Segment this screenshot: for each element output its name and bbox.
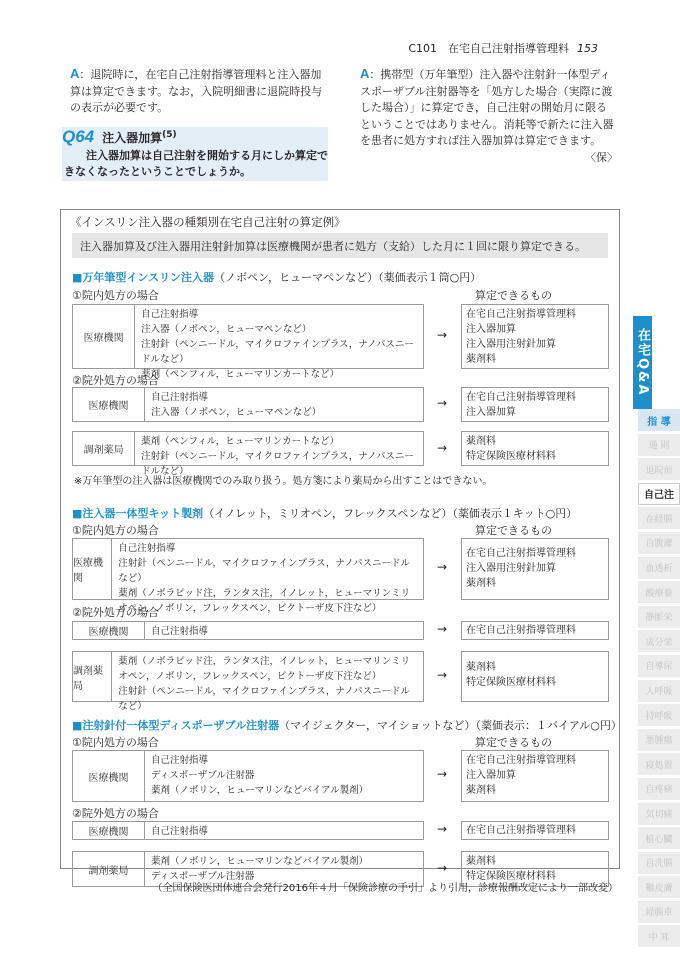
arrow: → <box>437 668 448 682</box>
sidebar-tab[interactable]: 自腹灌 <box>638 532 680 554</box>
line-item: 注射針（ペンニードル，マイクロファインプラス，ナノパスニードルなど） <box>141 451 414 477</box>
line-item: 注射針（ペンニードル，マイクロファインプラス，ナノパスニードルなど） <box>118 558 410 584</box>
sidebar-tab[interactable]: 指 導 <box>638 409 680 431</box>
line-item: 自己注射指導 <box>151 392 209 403</box>
out-box-clinic: 医療機関 自己注射指導 注入器（ノボペン，ヒューマペンなど） <box>72 387 424 422</box>
result-box <box>461 387 609 422</box>
result-box <box>461 821 609 840</box>
answer-1 <box>70 66 332 117</box>
subhead-out: ②院外処方の場合 <box>72 606 159 619</box>
out-box-pharmacy: 調剤薬局 薬剤（ペンフィル，ヒューマリンカートなど） 注射針（ペンニードル，マイクロファインプラス，ナノパスニードルなど） <box>72 431 424 466</box>
line-item: 注入器加算 <box>466 770 516 781</box>
sidebar-tab[interactable]: 中 耳 <box>638 925 680 947</box>
line-item: 薬剤料 <box>466 856 496 867</box>
sidebar-tab[interactable]: 通 則 <box>638 434 680 456</box>
section-title: ■注入器一体型キット製剤（イノレット，ミリオペン，フレックスペンなど）（薬価表示１キット○円） <box>72 507 578 520</box>
subhead-in: ①院内処方の場合 <box>72 524 159 537</box>
line-item: 在宅自己注射指導管理料 <box>466 625 576 636</box>
line-item: 在宅自己注射指導管理料 <box>466 309 576 320</box>
sidebar-tab[interactable]: 人呼吸 <box>638 680 680 702</box>
answer-text: ：携帯型（万年筆型）注入器や注射針一体型ディスポーザブル注射器等を「処方した場合（実際に渡した場合）」に算定でき，自己注射の開始月に限るということではありません。消耗等で新たに注入器を患者に処方すれば注入器加算は算定できます。 <box>360 68 614 147</box>
subhead-out: ②院外処方の場合 <box>72 374 159 387</box>
line-item: 注入器（ノボペン，ヒューマペンなど） <box>151 407 322 418</box>
line-item: 注入器用注射針加算 <box>466 563 556 574</box>
line-item: 注射針（ペンニードル，マイクロファインプラス，ナノパスニードルなど） <box>141 339 414 365</box>
subhead-out: ②院外処方の場合 <box>72 807 159 820</box>
line-item: 自己注射指導 <box>118 543 176 554</box>
subhead-in: ①院内処方の場合 <box>72 289 159 302</box>
in-box: 医療機関 自己注射指導 ディスポーザブル注射器 薬剤（ノボリン，ヒューマリンなどバイアル製剤） <box>72 750 424 802</box>
line-item: 薬剤料 <box>466 662 496 673</box>
answer-text: ：退院時に，在宅自己注射指導管理料と注入器加算は算定できます。なお，入院明細書に退院時投与の表示が必要です。 <box>70 68 323 114</box>
result-box <box>461 304 609 369</box>
sidebar-tab[interactable]: 成分栄 <box>638 630 680 652</box>
page-number: 153 <box>577 42 598 55</box>
line-item: 自己注射指導 <box>151 755 209 766</box>
sidebar-tab[interactable]: 自疼痛 <box>638 778 680 800</box>
source-citation: （全国保険医団体連合会発行2016年４月「保険診療の手引」より引用，診療報酬改定により一部改変） <box>152 883 618 894</box>
arrow: → <box>437 767 448 781</box>
sidebar-tab[interactable]: 退院前 <box>638 458 680 480</box>
result-box <box>461 621 609 640</box>
sidebar-tab[interactable]: 在経腸 <box>638 507 680 529</box>
arrow: → <box>437 822 448 836</box>
answer-mark: A <box>70 66 80 81</box>
sidebar-main-tab[interactable]: 在宅Q&A <box>633 316 652 409</box>
answer-sign: 〈保〉 <box>585 150 618 164</box>
line-item: ディスポーザブル注射器 <box>151 770 255 781</box>
section-title: ■万年筆型インスリン注入器（ノボペン，ヒューマペンなど）（薬価表示１筒○円） <box>72 271 482 284</box>
arrow: → <box>437 861 448 875</box>
arrow: → <box>437 396 448 410</box>
result-box <box>461 750 609 802</box>
sidebar-tab[interactable]: 植心臓 <box>638 827 680 849</box>
line-item: 注入器加算 <box>466 407 516 418</box>
right-header: 算定できるもの <box>475 289 552 302</box>
line-item: 在宅自己注射指導管理料 <box>466 392 576 403</box>
line-item: ディスポーザブル注射器 <box>151 871 255 882</box>
line-item: 在宅自己注射指導管理料 <box>466 755 576 766</box>
line-item: 注入器加算 <box>466 324 516 335</box>
line-item: 特定保険医療材料料 <box>466 677 556 688</box>
right-header: 算定できるもの <box>475 524 552 537</box>
line-item: 在宅自己注射指導管理料 <box>466 825 576 836</box>
sidebar-tab[interactable]: 自己注 <box>638 483 680 505</box>
result-box <box>461 651 609 702</box>
in-box: 医療機関 自己注射指導 注入器（ノボペン，ヒューマペンなど） 注射針（ペンニードル，マイクロファインプラス，ナノパスニードルなど） 薬剤（ペンフィル，ヒューマリンカートなど） <box>72 304 424 369</box>
sidebar <box>633 316 680 950</box>
line-item: 特定保険医療材料料 <box>466 871 556 882</box>
line-item: 薬剤（ノボリン，ヒューマリンなどバイアル製剤） <box>151 856 369 867</box>
line-item: 薬剤料 <box>466 785 496 796</box>
line-item: 薬剤料 <box>466 578 496 589</box>
question-number: Q64 <box>62 127 95 146</box>
line-item: 注入器（ノボペン，ヒューマペンなど） <box>141 324 312 335</box>
sidebar-tab[interactable]: 血透析 <box>638 557 680 579</box>
question-text: 注入器加算は自己注射を開始する月にしか算定できなくなったということでしょうか。 <box>64 149 328 178</box>
line-item: 自己注射指導 <box>141 309 199 320</box>
out-box-pharmacy: 調剤薬局 薬剤（ノボリン，ヒューマリンなどバイアル製剤） ディスポーザブル注射器 <box>72 851 424 887</box>
header-section: C101 在宅自己注射指導管理料 <box>408 42 569 55</box>
running-header <box>408 40 598 56</box>
sidebar-tab[interactable]: 気切痛 <box>638 803 680 825</box>
line-item: 薬剤（ノボリン，ヒューマリンなどバイアル製剤） <box>151 785 369 796</box>
line-item: 在宅自己注射指導管理料 <box>466 548 576 559</box>
line-item: 注入器用注射針加算 <box>466 339 556 350</box>
sidebar-tab[interactable]: 経腸車 <box>638 901 680 923</box>
sidebar-tab[interactable]: 難皮膚 <box>638 876 680 898</box>
out-box-clinic: 医療機関 自己注射指導 <box>72 621 424 640</box>
answer-2 <box>360 66 618 166</box>
frame-title: 《インスリン注入器の種類別在宅自己注射の算定例》 <box>70 215 346 229</box>
line-item: 薬剤（ノボラピッド注，ランタス注，イノレット，ヒューマリンミリオペン，ノボリン，フレックスペン，ビクトーザ皮下注など） <box>118 656 411 682</box>
sidebar-tab[interactable]: 持呼吸 <box>638 704 680 726</box>
out-box-clinic: 医療機関 自己注射指導 <box>72 821 424 840</box>
out-box-pharmacy: 調剤薬局 薬剤（ノボラピッド注，ランタス注，イノレット，ヒューマリンミリオペン，ノボリン，フレックスペン，ビクトーザ皮下注など） 注射針（ペンニードル，マイクロファインプラス，ナノパスニードルなど） <box>72 651 424 702</box>
sidebar-tab[interactable]: 静脈栄 <box>638 606 680 628</box>
notice-box: 注入器加算及び注入器用注射針加算は医療機関が患者に処方（支給）した月に１回に限り算定できる。 <box>72 233 608 258</box>
line-item: 薬剤（ペンフィル，ヒューマリンカートなど） <box>141 436 340 447</box>
arrow: → <box>437 560 448 574</box>
result-box <box>461 538 609 600</box>
line-item: 注射針（ペンニードル，マイクロファインプラス，ナノパスニードルなど） <box>118 686 410 712</box>
line-item: 薬剤（ペンフィル，ヒューマリンカートなど） <box>141 369 340 380</box>
line-item: 薬剤料 <box>466 436 496 447</box>
right-header: 算定できるもの <box>475 736 552 749</box>
arrow: → <box>437 622 448 636</box>
note: ※万年筆型の注入器は医療機関でのみ取り扱う。処方箋により薬局から出すことはできない。 <box>74 476 493 487</box>
arrow: → <box>437 328 448 342</box>
section-title: ■注射針付一体型ディスポーザブル注射器（マイジェクター，マイショットなど）（薬価表示：１バイアル○円） <box>72 719 622 732</box>
sidebar-tab[interactable]: 自洗腸 <box>638 852 680 874</box>
sidebar-tab[interactable]: 寝処置 <box>638 753 680 775</box>
line-item: 自己注射指導 <box>151 626 209 637</box>
arrow: → <box>437 441 448 455</box>
line-item: 薬剤料 <box>466 354 496 365</box>
answer-mark: A <box>360 66 370 81</box>
line-item: 自己注射指導 <box>151 826 209 837</box>
sidebar-tab[interactable]: 酸療養 <box>638 581 680 603</box>
line-item: 薬剤（ノボラピッド注，ランタス注，イノレット，ヒューマリンミリオペン，ノボリン，フレックスペン，ビクトーザ皮下注など） <box>118 588 411 614</box>
result-box <box>461 431 609 466</box>
line-item: 特定保険医療材料料 <box>466 451 556 462</box>
sidebar-tab[interactable]: 悪腫瘍 <box>638 729 680 751</box>
sidebar-tab[interactable]: 自導尿 <box>638 655 680 677</box>
subhead-in: ①院内処方の場合 <box>72 736 159 749</box>
in-box: 医療機関 自己注射指導 注射針（ペンニードル，マイクロファインプラス，ナノパスニードルなど） 薬剤（ノボラピッド注，ランタス注，イノレット，ヒューマリンミリオペン，ノボリン，フレックスペン，ビクトーザ皮下注など） <box>72 538 424 600</box>
question-title: 注入器加算$^{(5)}$ <box>102 130 177 145</box>
